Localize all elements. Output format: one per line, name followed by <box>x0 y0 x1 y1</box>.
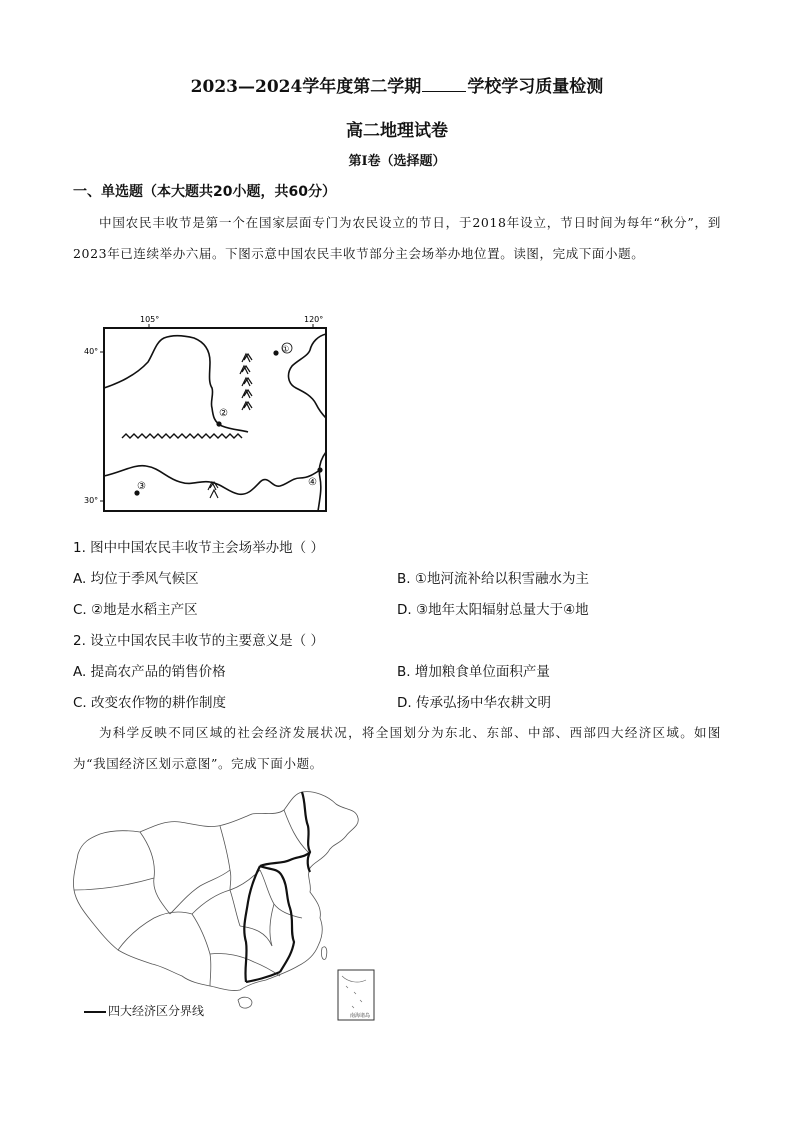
festival-map-svg <box>82 312 332 517</box>
economic-region-boundary <box>244 792 310 982</box>
school-name-blank <box>422 77 466 92</box>
question-1-option-d[interactable]: D. ③地年太阳辐射总量大于④地 <box>397 602 589 618</box>
site-2-dot <box>216 421 221 426</box>
passage-1 <box>73 207 721 269</box>
question-1-option-b[interactable]: B. ①地河流补给以积雪融水为主 <box>397 571 589 587</box>
qinling-mountains <box>122 434 242 438</box>
question-2-option-a[interactable]: A. 提高农产品的销售价格 <box>73 664 226 680</box>
passage-1-text: 中国农民丰收节是第一个在国家层面专门为农民设立的节日，于2018年设立，节日时间为每年“秋分”，到2023年已连续举办六届。下图示意中国农民丰收节部分主会场举办地位置。读图，完成下面小题。 <box>73 215 721 261</box>
legend-label: 四大经济区分界线 <box>108 1004 205 1018</box>
coastline-north <box>289 334 326 418</box>
exam-title <box>0 72 794 97</box>
question-1-stem: 1. 图中中国农民丰收节主会场举办地（ ） <box>73 540 324 556</box>
exam-title-part1: 2023—2024学年度第二学期 <box>190 77 422 97</box>
site-4-dot <box>317 467 322 472</box>
map-legend <box>84 1002 204 1019</box>
lat-label-40: 40° <box>84 347 99 356</box>
site-3-label: ③ <box>137 481 146 492</box>
site-1-label: ① <box>282 344 290 354</box>
coastline-east <box>318 452 326 511</box>
china-outline <box>73 792 358 1008</box>
lon-label-120: 120° <box>304 315 324 324</box>
question-2-option-c[interactable]: C. 改变农作物的耕作制度 <box>73 695 227 711</box>
economic-region-map <box>70 786 380 1030</box>
question-1-option-a[interactable]: A. 均位于季风气候区 <box>73 571 199 587</box>
festival-map <box>82 312 332 521</box>
site-4-label: ④ <box>308 477 317 488</box>
lat-label-30: 30° <box>84 496 99 505</box>
question-2-option-d[interactable]: D. 传承弘扬中华农耕文明 <box>397 695 551 711</box>
question-2-option-b[interactable]: B. 增加粮食单位面积产量 <box>397 664 550 680</box>
lon-label-105: 105° <box>140 315 160 324</box>
legend-line-symbol <box>84 1011 106 1013</box>
inset-label: 南海诸岛 <box>350 1013 371 1019</box>
site-2-label: ② <box>219 408 228 419</box>
taihang-mountains <box>240 354 252 410</box>
exam-subtitle: 高二地理试卷 <box>346 121 448 141</box>
section-heading: 一、单选题（本大题共20小题，共60分） <box>73 184 336 200</box>
question-2-stem: 2. 设立中国农民丰收节的主要意义是（ ） <box>73 633 324 649</box>
passage-2 <box>73 717 721 779</box>
question-1-option-c[interactable]: C. ②地是水稻主产区 <box>73 602 198 618</box>
economic-region-map-svg <box>70 786 380 1026</box>
passage-2-text: 为科学反映不同区域的社会经济发展状况，将全国划分为东北、东部、中部、西部四大经济区域。如图为“我国经济区划示意图”。完成下面小题。 <box>73 725 721 771</box>
exam-title-part2: 学校学习质量检测 <box>467 77 604 97</box>
site-1-dot <box>273 350 278 355</box>
volume-label: 第Ⅰ卷（选择题） <box>348 154 446 169</box>
